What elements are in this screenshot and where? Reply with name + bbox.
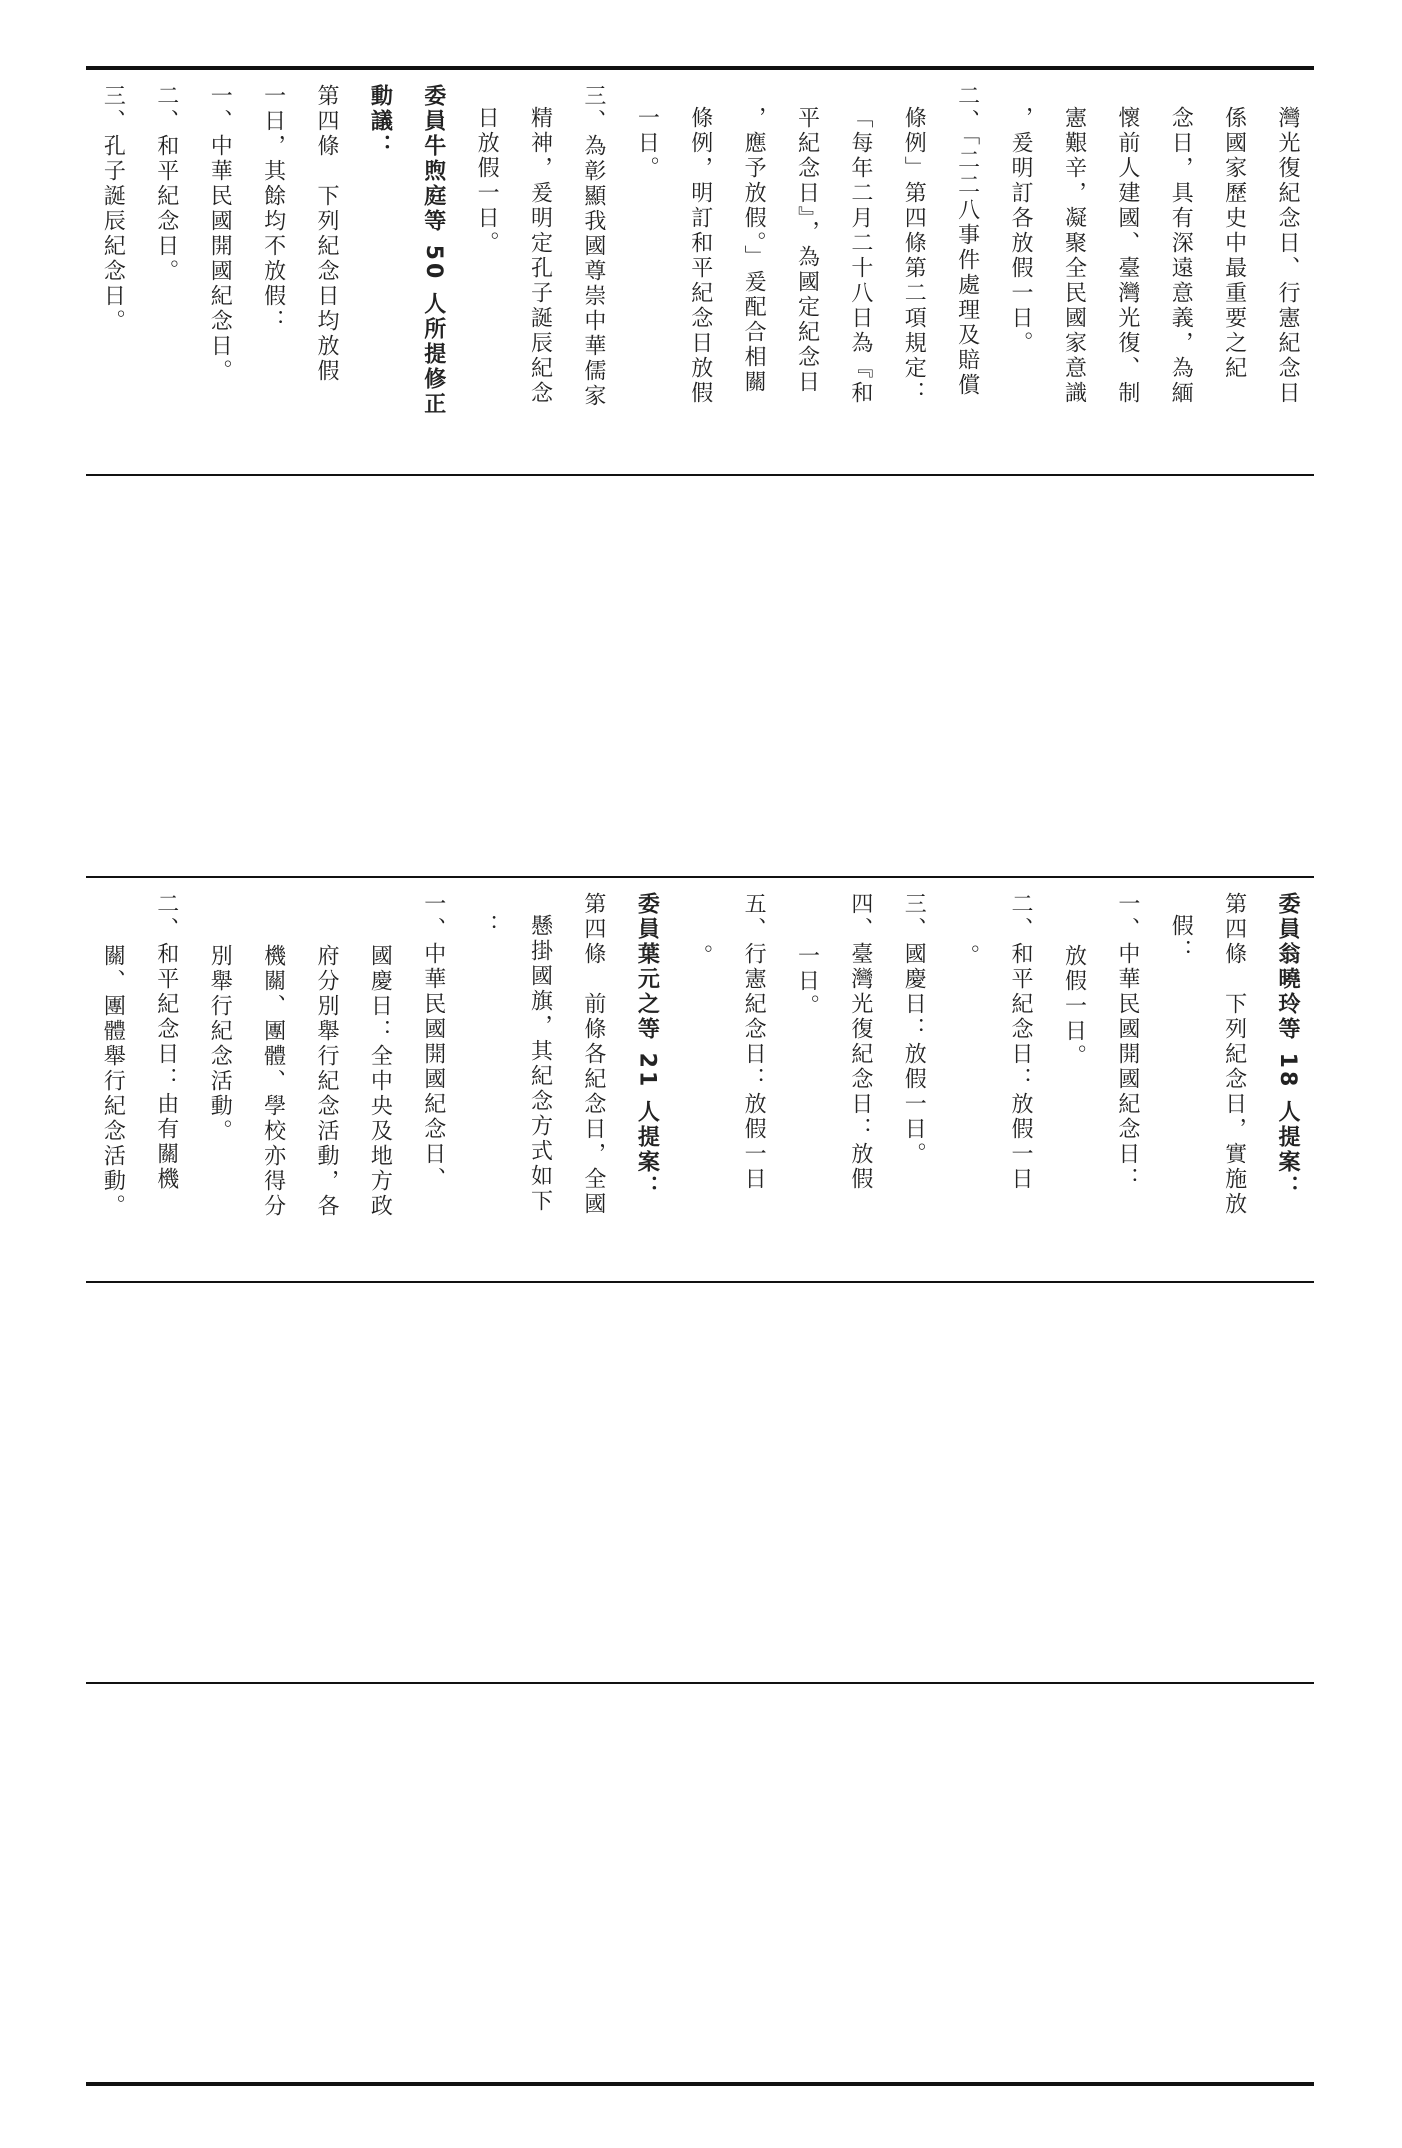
section-bottom: [86, 1684, 1314, 2080]
section-top: [86, 70, 1314, 474]
text-column: 二、和平紀念日：由有關機: [153, 892, 179, 1192]
section-middle: [86, 878, 1314, 1281]
text-column: ，應予放假。」爰配合相關: [741, 106, 767, 395]
text-column: 國慶日：全中央及地方政: [367, 944, 393, 1219]
text-column: 三、孔子誕辰紀念日。: [100, 84, 126, 334]
text-column: 三、為彰顯我國尊崇中華儒家: [580, 84, 606, 409]
text-column: 念日，具有深遠意義，為緬: [1168, 106, 1194, 406]
text-column: 日放假一日。: [474, 106, 500, 256]
text-column: 二、和平紀念日。: [153, 84, 179, 284]
text-column: 一日。: [794, 944, 820, 1019]
text-column: 委員葉元之等 21 人提案：: [634, 892, 660, 1200]
text-column: 懷前人建國、臺灣光復、制: [1114, 106, 1140, 406]
text-column: 關、團體舉行紀念活動。: [100, 944, 126, 1219]
divider-1: [86, 474, 1314, 476]
text-column: 一日。: [634, 106, 660, 181]
text-column: 二、和平紀念日：放假一日: [1008, 892, 1034, 1192]
text-column: ：: [474, 914, 500, 939]
text-column: 第四條 下列紀念日均放假: [313, 84, 339, 384]
text-column: 一、中華民國開國紀念日、: [420, 892, 446, 1192]
text-column: 「每年二月二十八日為『和: [847, 106, 873, 406]
text-column: 三、國慶日：放假一日。: [901, 892, 927, 1167]
text-column: 別舉行紀念活動。: [207, 944, 233, 1144]
text-column: 灣光復紀念日、行憲紀念日: [1275, 106, 1300, 406]
text-column: 放假一日。: [1061, 944, 1087, 1069]
text-column: 一日，其餘均不放假：: [260, 84, 286, 334]
text-column: 條例，明訂和平紀念日放假: [687, 106, 713, 406]
text-column: 動議：: [367, 84, 393, 159]
text-column: 。: [954, 944, 980, 969]
bottom-rule: [86, 2082, 1314, 2086]
text-column: 精神，爰明定孔子誕辰紀念: [527, 106, 553, 406]
text-column: 委員翁曉玲等 18 人提案：: [1275, 892, 1300, 1200]
text-column: ，爰明訂各放假一日。: [1008, 106, 1034, 356]
text-column: 懸掛國旗，其紀念方式如下: [527, 914, 553, 1214]
text-column: 第四條 前條各紀念日，全國: [580, 892, 606, 1217]
text-column: 條例」第四條第二項規定：: [901, 106, 927, 406]
text-column: 二、「二二八事件處理及賠償: [954, 84, 980, 398]
text-column: 第四條 下列紀念日，實施放: [1221, 892, 1247, 1217]
text-column: 假：: [1168, 914, 1194, 964]
text-column: 一、中華民國開國紀念日。: [207, 84, 233, 384]
divider-3: [86, 1281, 1314, 1283]
text-column: 一、中華民國開國紀念日：: [1114, 892, 1140, 1192]
text-column: 憲艱辛，凝聚全民國家意識: [1061, 106, 1087, 406]
text-column: 府分別舉行紀念活動，各: [313, 944, 339, 1219]
text-column: 機關、團體、學校亦得分: [260, 944, 286, 1219]
text-column: 係國家歷史中最重要之紀: [1221, 106, 1247, 381]
text-column: 。: [687, 944, 713, 969]
text-column: 四、臺灣光復紀念日：放假: [847, 892, 873, 1192]
text-column: 委員牛煦庭等 50 人所提修正: [420, 84, 446, 417]
text-column: 五、行憲紀念日：放假一日: [741, 892, 767, 1192]
text-column: 平紀念日』，為國定紀念日: [794, 106, 820, 395]
